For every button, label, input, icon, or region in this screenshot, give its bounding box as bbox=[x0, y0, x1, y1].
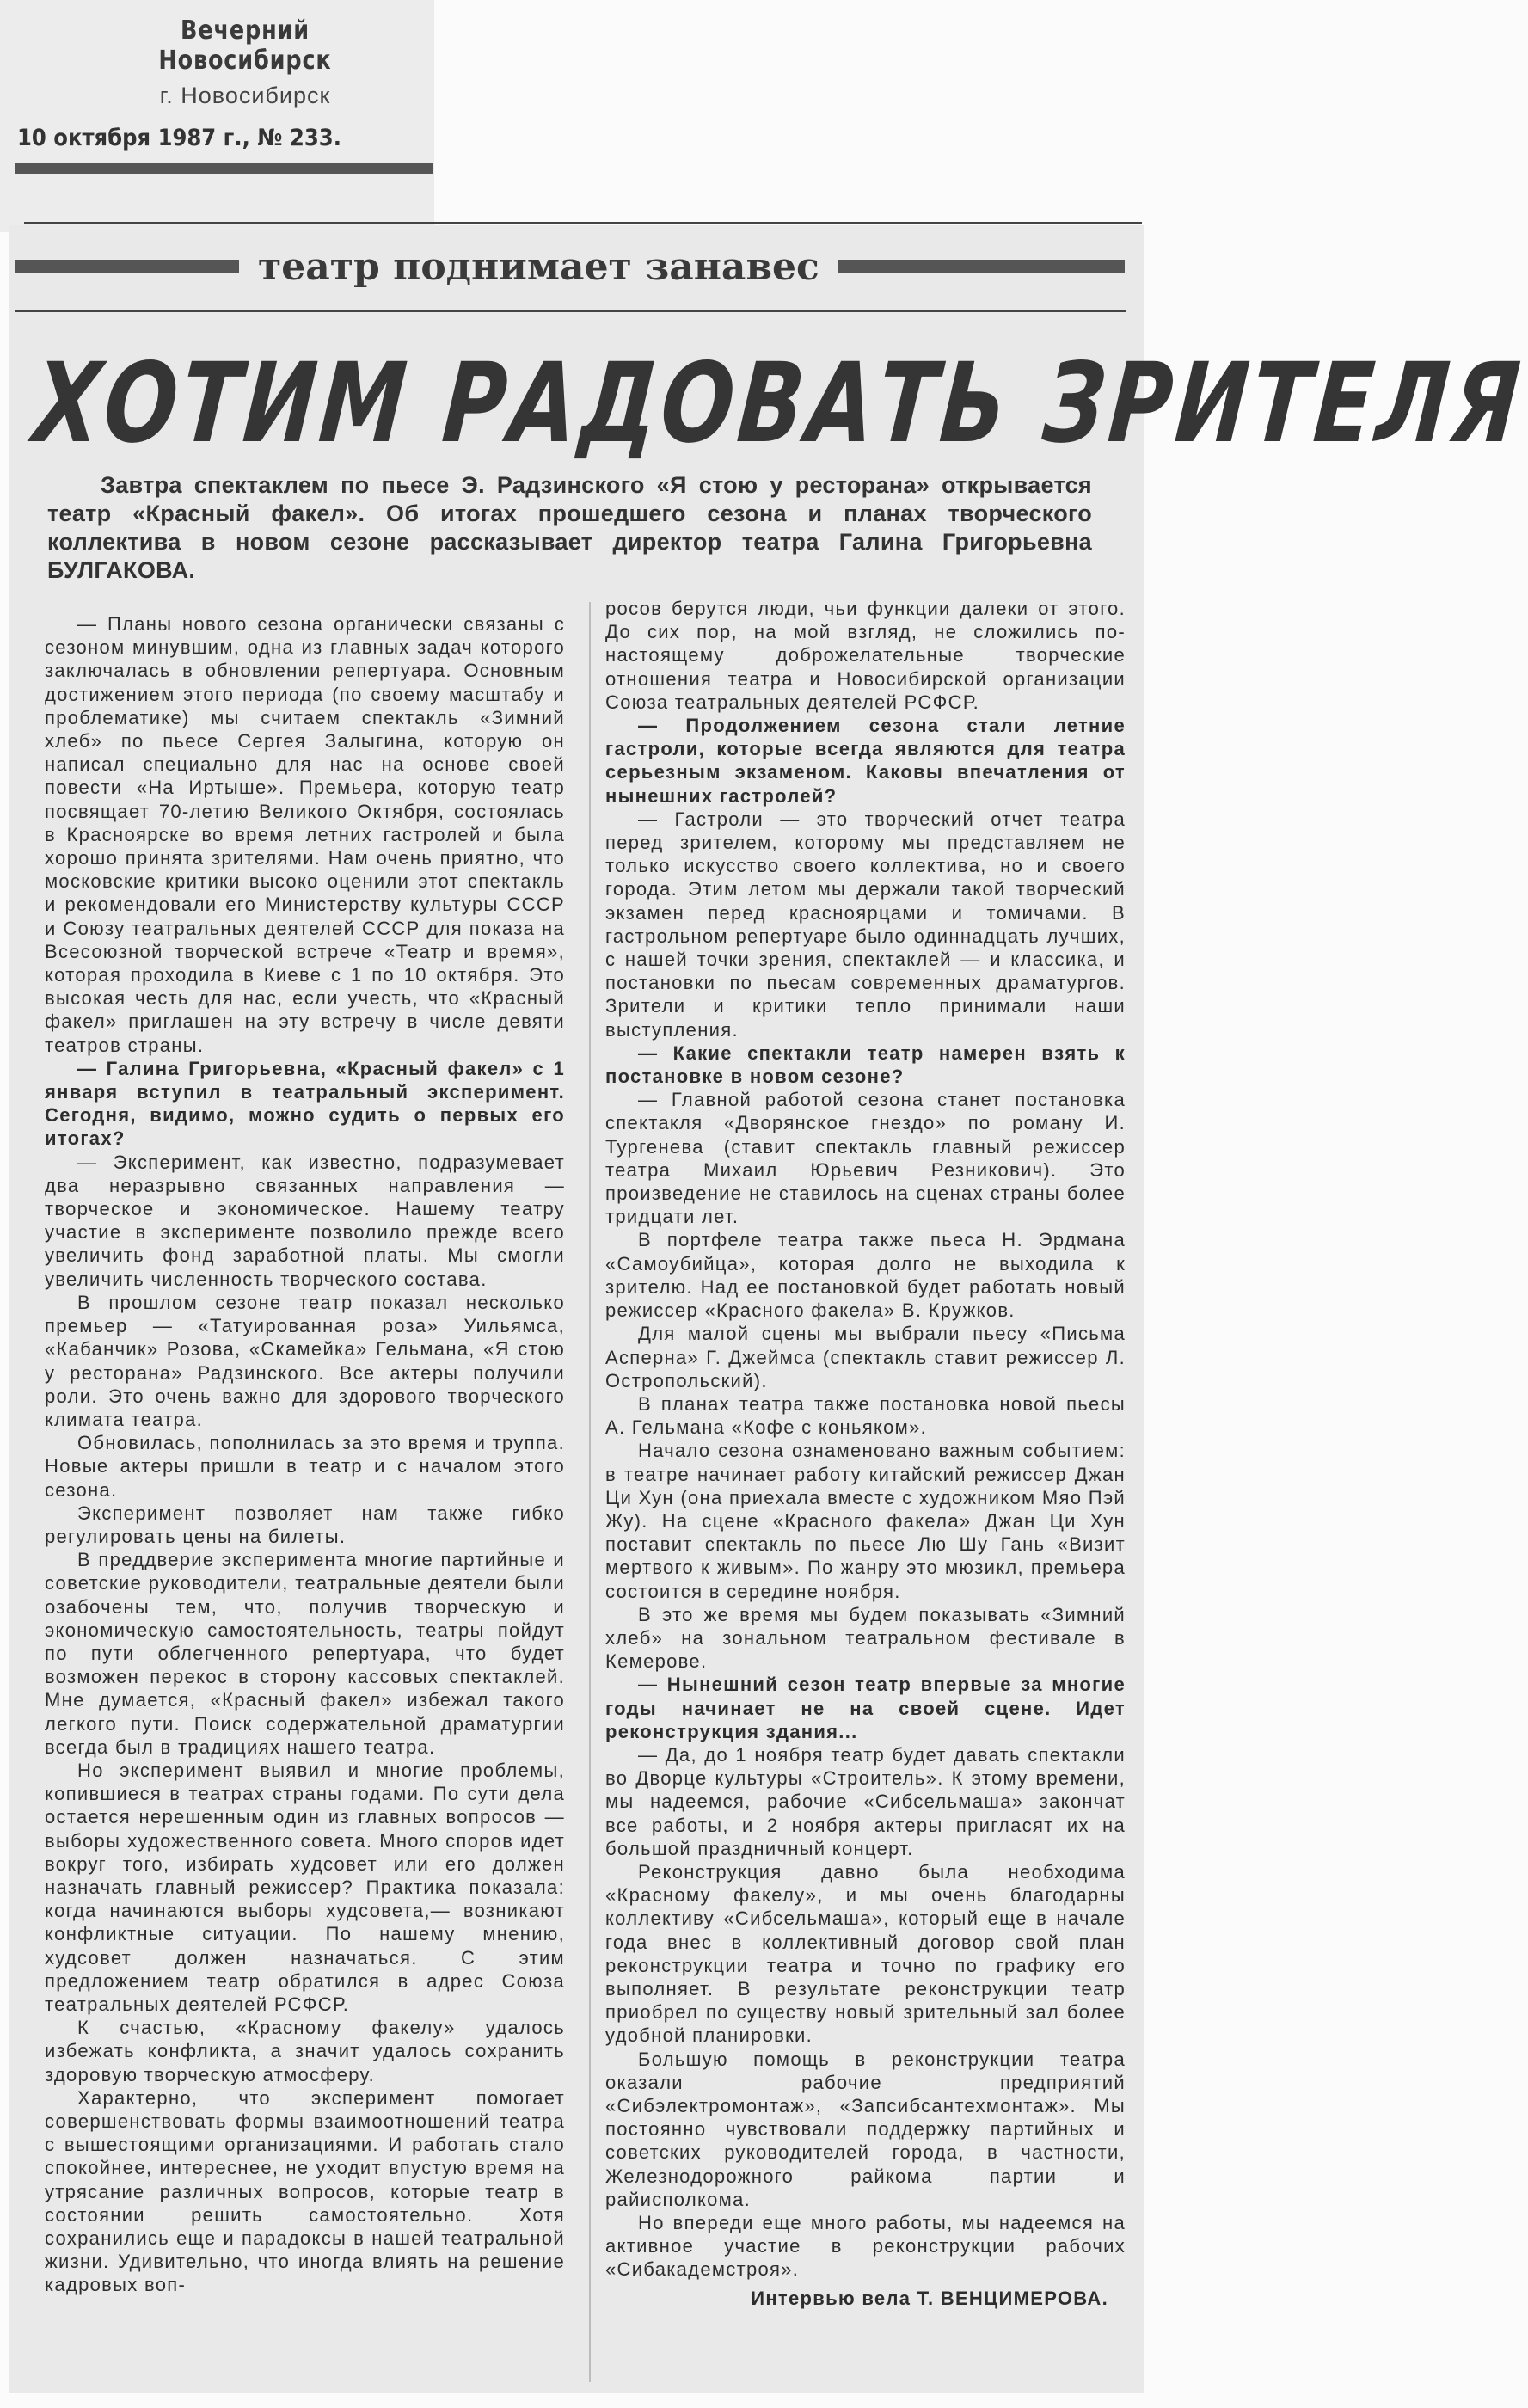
newspaper-name: Вечерний Новосибирск bbox=[158, 15, 332, 76]
paragraph: В преддверие эксперимента многие партийные и советские руководители, театральные деятели были озабочены тем, что, получив творческую и экономическую самостоятельность, театры пойдут по пути облегченного репертуара, что будет возможен перекос в сторону кассовых спектаклей. Мне думается, «Красный факел» избежал такого легкого пути. Поиск содержательной драматургии всегда был в традициях нашего театра. bbox=[45, 1549, 565, 1758]
rubric bbox=[15, 245, 1125, 288]
question: — Нынешний сезон театр впервые за многие годы начинает не на своей сцене. Идет реконструкция здания... bbox=[605, 1674, 1126, 1742]
paragraph: В портфеле театра также пьеса Н. Эрдмана «Самоубийца», которая долго не выходила к зрителю. Над ее постановкой будет работать новый режиссер «Красного факела» В. Кружков. bbox=[605, 1229, 1126, 1322]
header-rule bbox=[15, 163, 433, 174]
paragraph: Обновилась, пополнилась за это время и труппа. Новые актеры пришли в театр и с началом этого сезона. bbox=[45, 1432, 565, 1501]
rubric-text: театр поднимает занавес bbox=[258, 244, 819, 289]
question: — Галина Григорьевна, «Красный факел» с 1 января вступил в театральный эксперимент. Сегодня, видимо, можно судить о первых его итогах? bbox=[45, 1057, 565, 1150]
byline: Интервью вела Т. ВЕНЦИМЕРОВА. bbox=[751, 2287, 1108, 2309]
rubric-bar-left bbox=[15, 260, 239, 273]
paragraph: Реконструкция давно была необходима «Красному факелу», и мы очень благодарны коллективу «Сибсельмаша», который еще в начале года внес в коллективный договор свой план реконструкции театра и точно по графику его выполняет. В результате реконструкции театр приобрел по существу новый зрительный зал более удобной планировки. bbox=[605, 1860, 1126, 2047]
paragraph: — Гастроли — это творческий отчет театра перед зрителем, которому мы представляем не только искусство своего коллектива, но и своего города. Этим летом мы держали такой творческий экзамен перед красноярцами и томичами. В гастрольном репертуаре было одиннадцать лучших, с нашей точки зрения, спектаклей — и классика, и постановки по пьесам современных драматургов. Зрители и критики тепло принимали наши выступления. bbox=[605, 808, 1126, 1041]
paragraph: Большую помощь в реконструкции театра оказали рабочие предприятий «Сибэлектромонтаж», «Запсибсантехмонтаж». Мы постоянно чувствовали поддержку партийных и советских руководителей города, в частности, Железнодорожного райкома партии и райисполкома. bbox=[605, 2048, 1126, 2210]
paragraph: В прошлом сезоне театр показал несколько премьер — «Татуированная роза» Уильямса, «Кабанчик» Розова, «Скамейка» Гельмана, «Я стою у ресторана» Радзинского. Все актеры получили роли. Это очень важно для здорового творческого климата театра. bbox=[45, 1291, 565, 1430]
newspaper-city: г. Новосибирск bbox=[159, 83, 331, 108]
paragraph: Для малой сцены мы выбрали пьесу «Письма Асперна» Г. Джеймса (спектакль ставит режиссер Л. Остропольский). bbox=[605, 1323, 1126, 1391]
right-column bbox=[605, 597, 1126, 2310]
issue-date: 10 октября 1987 г., № 233. bbox=[17, 125, 341, 151]
headline: ХОТИМ РАДОВАТЬ ЗРИТЕЛЯ bbox=[28, 340, 1528, 468]
paragraph: — Планы нового сезона органически связаны с сезоном минувшим, одна из главных задач которого заключалась в обновлении репертуара. Основным достижением этого периода (по своему масштабу и проблематике) мы считаем спектакль «Зимний хлеб» по пьесе Сергея Залыгина, которую он написал специально для нас на основе своей повести «На Иртыше». Премьера, которую театр посвящает 70-летию Великого Октября, состоялась в Красноярске во время летних гастролей и была хорошо принята зрителями. Нам очень приятно, что московские критики высоко оценили этот спектакль и рекомендовали его Министерству культуры СССР и Союзу театральных деятелей СССР для показа на Всесоюзной творческой встрече «Театр и время», которая проходила в Киеве с 1 по 10 октября. Это высокая честь для нас, если учесть, что «Красный факел» приглашен на эту встречу в числе девяти театров страны. bbox=[45, 613, 565, 1056]
paragraph: — Главной работой сезона станет постановка спектакля «Дворянское гнездо» по роману И. Тургенева (ставит спектакль главный режиссер театра Михаил Юрьевич Резникович). Это произведение не ставилось на сценах страны более тридцати лет. bbox=[605, 1089, 1126, 1228]
paragraph: Начало сезона ознаменовано важным событием: в театре начинает работу китайский режиссер Джан Ци Хун (она приехала вместе с художником Мяо Пэй Жу). На сцене «Красного факела» Джан Ци Хун поставит спектакль по пьесе Лю Шу Гань «Визит мертвого к живым». По жанру это мюзикл, премьера состоится в середине ноября. bbox=[605, 1440, 1126, 1602]
question: — Продолжением сезона стали летние гастроли, которые всегда являются для театра серьезным экзаменом. Каковы впечатления от нынешних гастролей? bbox=[605, 715, 1126, 807]
divider-line bbox=[15, 310, 1126, 312]
divider-line bbox=[24, 222, 1142, 224]
paragraph: Эксперимент позволяет нам также гибко регулировать цены на билеты. bbox=[45, 1502, 565, 1547]
paragraph: Но эксперимент выявил и многие проблемы, копившиеся в театрах страны годами. По сути дела остается нерешенным один из главных вопросов — выборы художественного совета. Много споров идет вокруг того, избирать худсовет или его должен назначать главный режиссер? Практика показала: когда начинаются выборы худсовета,— возникают конфликтные ситуации. По нашему мнению, худсовет должен назначаться. С этим предложением театр обратился в адрес Союза театральных деятелей РСФСР. bbox=[45, 1759, 565, 2015]
paragraph: В это же время мы будем показывать «Зимний хлеб» на зональном театральном фестивале в Кемерове. bbox=[605, 1603, 1126, 1673]
column-divider bbox=[589, 602, 591, 2382]
masthead bbox=[99, 15, 391, 109]
left-column bbox=[45, 612, 565, 2297]
paragraph: росов берутся люди, чьи функции далеки от этого. До сих пор, на мой взгляд, не сложились по-настоящему доброжелательные творческие отношения театра и Новосибирской организации Союза театральных деятелей РСФСР. bbox=[605, 598, 1126, 713]
paragraph: — Да, до 1 ноября театр будет давать спектакли во Дворце культуры «Строитель». К этому времени, мы надеемся, рабочие «Сибсельмаша» закончат все работы, и 2 ноября актеры пригласят их на большой праздничный концерт. bbox=[605, 1743, 1126, 1859]
paragraph: Но впереди еще много работы, мы надеемся на активное участие в реконструкции рабочих «Сибакадемстроя». bbox=[605, 2212, 1126, 2281]
question: — Какие спектакли театр намерен взять к постановке в новом сезоне? bbox=[605, 1041, 1126, 1088]
paragraph: В планах театра также постановка новой пьесы А. Гельмана «Кофе с коньяком». bbox=[605, 1392, 1126, 1439]
lead-paragraph: Завтра спектаклем по пьесе Э. Радзинского «Я стою у ресторана» открывается театр «Красный факел». Об итогах прошедшего сезона и планах творческого коллектива в новом сезоне рассказывает директор театра Галина Григорьевна БУЛГАКОВА. bbox=[47, 472, 1092, 583]
rubric-bar-right bbox=[838, 260, 1125, 273]
paragraph: Характерно, что эксперимент помогает совершенствовать формы взаимоотношений театра с вышестоящими организациями. И работать стало спокойнее, интереснее, не уходит впустую время на утрясание различных вопросов, которые театр в состоянии решить самостоятельно. Хотя сохранились еще и парадоксы в нашей театральной жизни. Удивительно, что иногда влиять на решение кадровых воп- bbox=[45, 2086, 565, 2296]
paragraph: — Эксперимент, как известно, подразумевает два неразрывно связанных направления — творческое и экономическое. Нашему театру участие в эксперименте позволило прежде всего увеличить фонд заработной платы. Мы смогли увеличить численность творческого состава. bbox=[45, 1151, 565, 1290]
paragraph: К счастью, «Красному факелу» удалось избежать конфликта, а значит удалось сохранить здоровую творческую атмосферу. bbox=[45, 2017, 565, 2086]
